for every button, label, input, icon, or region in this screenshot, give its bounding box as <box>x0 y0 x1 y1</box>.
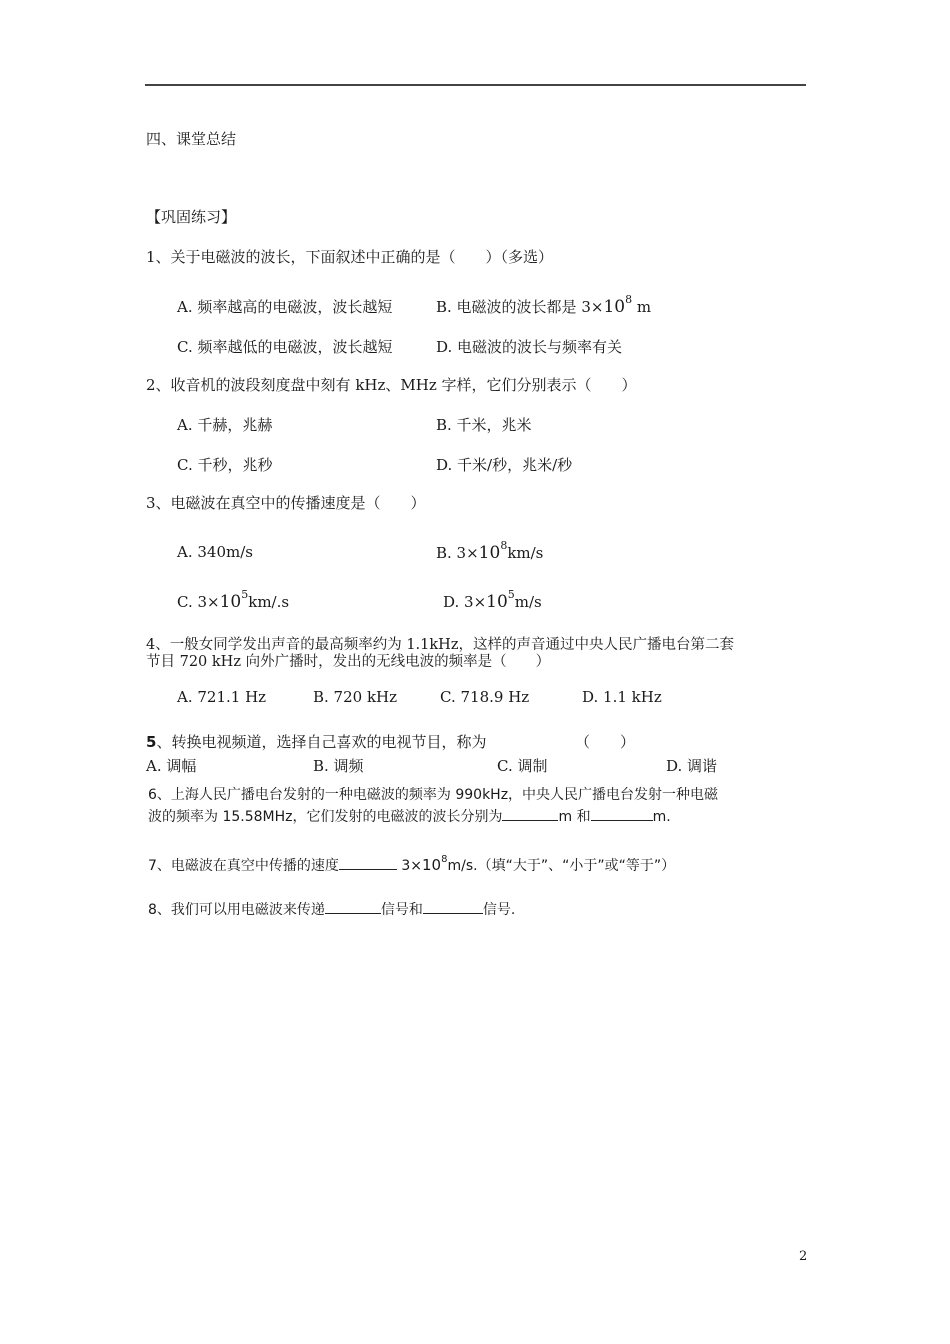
q5-stem <box>146 731 486 752</box>
q1-option-b-unit: m <box>636 298 652 316</box>
q3-option-b-text: B. 3× <box>436 544 479 562</box>
q4-stem-line2: 节目 720 kHz 向外广播时，发出的无线电波的频率是（ ） <box>146 654 551 670</box>
q7-unit: m/s.（填“大于”、“小于”或“等于”） <box>447 858 676 874</box>
q7-base: 10 <box>422 856 442 874</box>
q1-stem: 1、关于电磁波的波长，下面叙述中正确的是（ ）（多选） <box>146 248 554 266</box>
q1-option-c: C. 频率越低的电磁波，波长越短 <box>177 338 393 356</box>
q3-option-d-unit: m/s <box>514 593 542 611</box>
q1-option-b <box>436 293 652 317</box>
q1-option-b-text: B. 电磁波的波长都是 3× <box>436 298 604 316</box>
q6-blank-1[interactable] <box>502 806 558 821</box>
q3-option-b-unit: km/s <box>507 544 544 562</box>
q8-text: 8、我们可以用电磁波来传递 <box>148 902 325 918</box>
q4-stem-line1: 4、一般女同学发出声音的最高频率约为 1.1kHz，这样的声音通过中央人民广播电台第二套 <box>146 637 734 653</box>
q7-blank[interactable] <box>339 855 397 870</box>
q6-line2-end: m. <box>652 809 671 825</box>
q7-times: 3× <box>401 858 423 874</box>
q3-stem: 3、电磁波在真空中的传播速度是（ ） <box>146 494 426 512</box>
q8-line <box>148 899 515 919</box>
q3-option-a: A. 340m/s <box>177 543 253 561</box>
q3-option-c-text: C. 3× <box>177 593 220 611</box>
q3-option-d-text: D. 3× <box>443 593 487 611</box>
q8-blank-1[interactable] <box>325 899 381 914</box>
q8-blank-2[interactable] <box>423 899 483 914</box>
q6-line1: 6、上海人民广播电台发射的一种电磁波的频率为 990kHz，中央人民广播电台发射一种电磁 <box>148 787 719 803</box>
q8-end: 信号. <box>482 902 516 918</box>
q2-option-a: A. 千赫，兆赫 <box>177 416 273 434</box>
q5-option-b: B. 调频 <box>313 757 364 775</box>
q4-option-a: A. 721.1 Hz <box>177 688 267 706</box>
q5-stem-text: 、转换电视频道，选择自己喜欢的电视节目，称为 <box>156 733 487 751</box>
q3-option-c <box>177 588 290 612</box>
q7-line <box>148 855 675 875</box>
q2-option-d: D. 千米/秒，兆米/秒 <box>436 456 573 474</box>
q7-text: 7、电磁波在真空中传播的速度 <box>148 858 339 874</box>
q6-line2-text: 波的频率为 15.58MHz，它们发射的电磁波的波长分别为 <box>148 809 503 825</box>
q3-option-c-unit: km/.s <box>248 593 290 611</box>
header-rule <box>145 84 806 86</box>
q3-option-c-base: 10 <box>219 592 242 612</box>
q8-mid: 信号和 <box>380 902 423 918</box>
q2-option-b: B. 千米，兆米 <box>436 416 532 434</box>
q4-option-c: C. 718.9 Hz <box>440 688 530 706</box>
q6-blank-2[interactable] <box>591 806 653 821</box>
q2-option-c: C. 千秒，兆秒 <box>177 456 273 474</box>
q3-option-d-exp: 5 <box>507 588 515 601</box>
q3-option-b-base: 10 <box>478 543 501 563</box>
q4-option-d: D. 1.1 kHz <box>582 688 662 706</box>
q2-stem: 2、收音机的波段刻度盘中刻有 kHz、MHz 字样，它们分别表示（ ） <box>146 376 637 394</box>
q3-option-d-base: 10 <box>486 592 508 612</box>
q1-option-b-exp: 8 <box>625 293 633 306</box>
q5-paren: （ ） <box>575 733 636 751</box>
q3-option-c-exp: 5 <box>241 588 249 601</box>
q6-line2 <box>148 806 671 826</box>
q3-option-d <box>443 588 542 612</box>
q4-option-b: B. 720 kHz <box>313 688 398 706</box>
q1-option-a: A. 频率越高的电磁波，波长越短 <box>177 298 393 316</box>
section-title: 四、课堂总结 <box>146 130 237 148</box>
q1-option-d: D. 电磁波的波长与频率有关 <box>436 338 623 356</box>
q5-option-d: D. 调谐 <box>666 757 718 775</box>
practice-title: 【巩固练习】 <box>146 208 237 226</box>
q5-option-c: C. 调制 <box>497 757 548 775</box>
q7-exp: 8 <box>441 854 448 865</box>
q5-number: 5 <box>146 733 157 751</box>
q3-option-b-exp: 8 <box>500 539 508 552</box>
q6-line2-mid: m 和 <box>558 809 591 825</box>
q5-option-a: A. 调幅 <box>146 757 197 775</box>
q3-option-b <box>436 539 544 563</box>
q1-option-b-base: 10 <box>603 297 626 317</box>
page-number: 2 <box>799 1249 808 1264</box>
